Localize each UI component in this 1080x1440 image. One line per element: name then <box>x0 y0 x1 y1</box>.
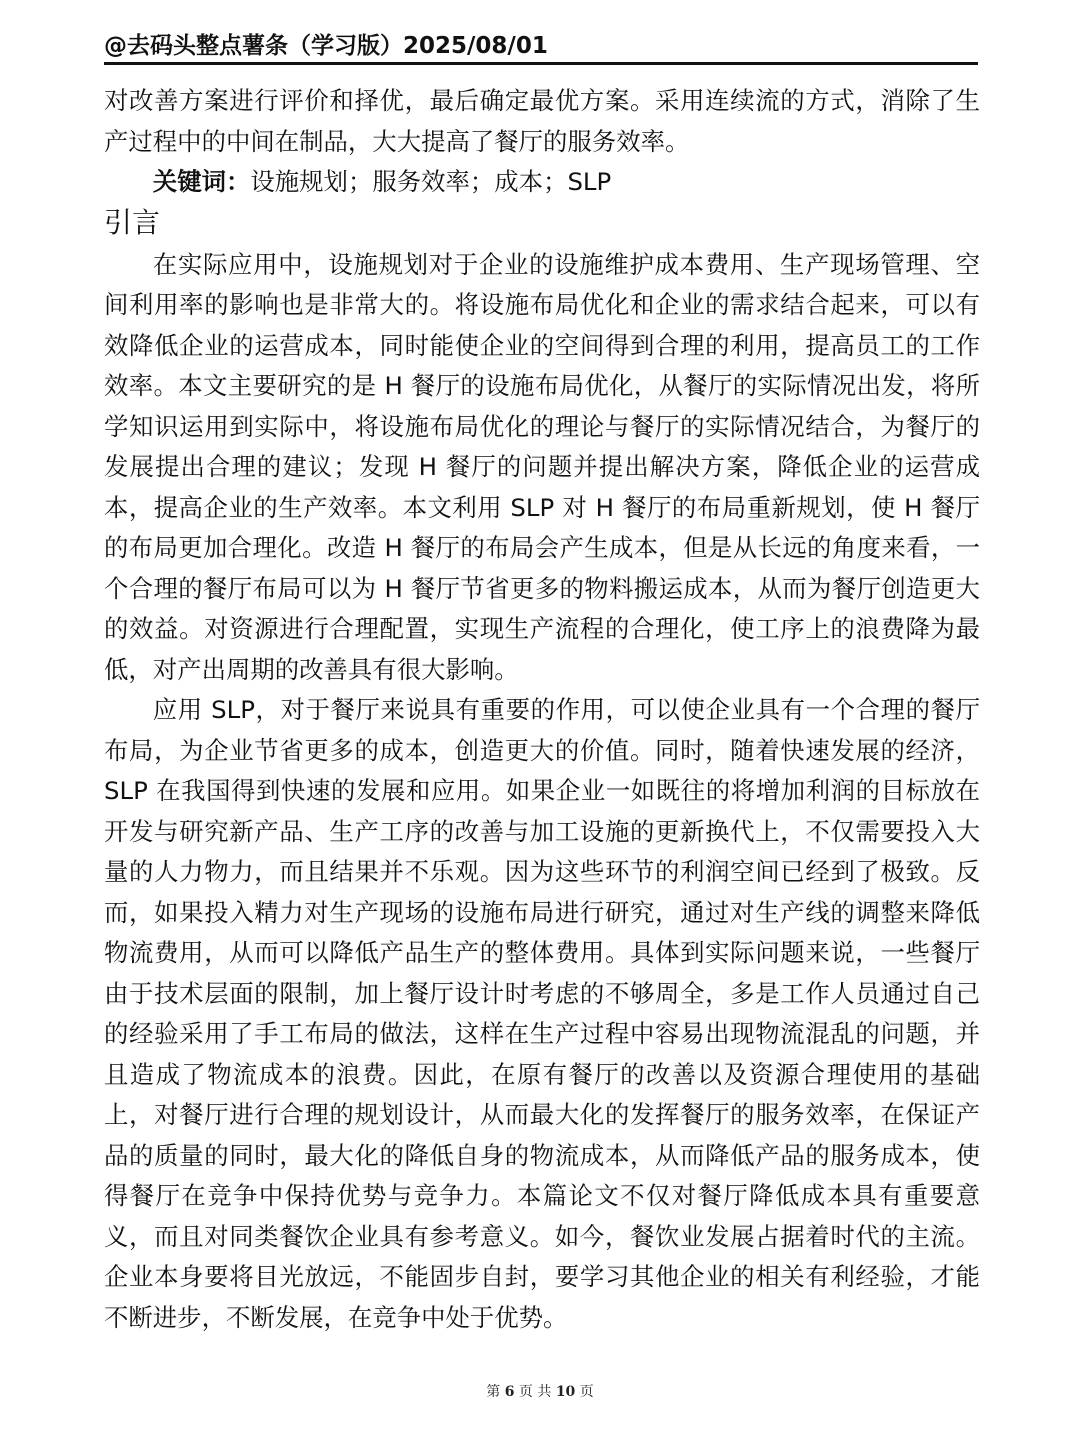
section-heading: 引言 <box>104 205 161 239</box>
header-divider <box>104 62 978 65</box>
footer-middle: 页 共 <box>518 1384 552 1400</box>
footer-total-pages: 10 <box>555 1384 576 1400</box>
footer-prefix: 第 <box>486 1384 501 1400</box>
abstract-tail: 对改善方案进行评价和择优，最后确定最优方案。采用连续流的方式，消除了生产过程中的中间在制品，大大提高了餐厅的服务效率。 <box>104 86 980 156</box>
intro-paragraph-2: 应用 SLP，对于餐厅来说具有重要的作用，可以使企业具有一个合理的餐厅布局，为企业节省更多的成本，创造更大的价值。同时，随着快速发展的经济，SLP 在我国得到快速的发展和应用。如果企业一如既往的将增加利润的目标放在开发与研究新产品、生产工序的改善与加工设施的更新换代上，不仅需要投入大量的人力物力，而且结果并不乐观。因为这些环节的利润空间已经到了极致。反而，如果投入精力对生产现场的设施布局进行研究，通过对生产线的调整来降低物流费用，从而可以降低产品生产的整体费用。具体到实际问题来说，一些餐厅由于技术层面的限制，加上餐厅设计时考虑的不够周全，多是工作人员通过自己的经验采用了手工布局的做法，这样在生产过程中容易出现物流混乱的问题，并且造成了物流成本的浪费。因此，在原有餐厅的改善以及资源合理使用的基础上，对餐厅进行合理的规划设计，从而最大化的发挥餐厅的服务效率，在保证产品的质量的同时，最大化的降低自身的物流成本，从而降低产品的服务成本，使得餐厅在竞争中保持优势与竞争力。本篇论文不仅对餐厅降低成本具有重要意义，而且对同类餐饮企业具有参考意义。如今，餐饮业发展占据着时代的主流。企业本身要将目光放远，不能固步自封，要学习其他企业的相关有利经验，才能不断进步，不断发展，在竞争中处于优势。 <box>104 695 980 1332</box>
footer-page-number: 6 <box>504 1384 515 1400</box>
keywords-line <box>104 162 980 203</box>
page-footer <box>0 1381 1080 1401</box>
keywords-value: 设施规划；服务效率；成本；SLP <box>250 167 612 196</box>
intro-paragraph-1: 在实际应用中，设施规划对于企业的设施维护成本费用、生产现场管理、空间利用率的影响也是非常大的。将设施布局优化和企业的需求结合起来，可以有效降低企业的运营成本，同时能使企业的空间得到合理的利用，提高员工的工作效率。本文主要研究的是 H 餐厅的设施布局优化，从餐厅的实际情况出发，将所学知识运用到实际中，将设施布局优化的理论与餐厅的实际情况结合，为餐厅的发展提出合理的建议；发现 H 餐厅的问题并提出解决方案，降低企业的运营成本，提高企业的生产效率。本文利用 SLP 对 H 餐厅的布局重新规划，使 H 餐厅的布局更加合理化。改造 H 餐厅的布局会产生成本，但是从长远的角度来看，一个合理的餐厅布局可以为 H 餐厅节省更多的物料搬运成本，从而为餐厅创造更大的效益。对资源进行合理配置，实现生产流程的合理化，使工序上的浪费降为最低，对产出周期的改善具有很大影响。 <box>104 249 980 684</box>
page-header: @去码头整点薯条（学习版）2025/08/01 <box>104 33 548 59</box>
body-text <box>104 81 980 1338</box>
footer-suffix: 页 <box>579 1384 594 1400</box>
keywords-label: 关键词： <box>152 167 251 196</box>
